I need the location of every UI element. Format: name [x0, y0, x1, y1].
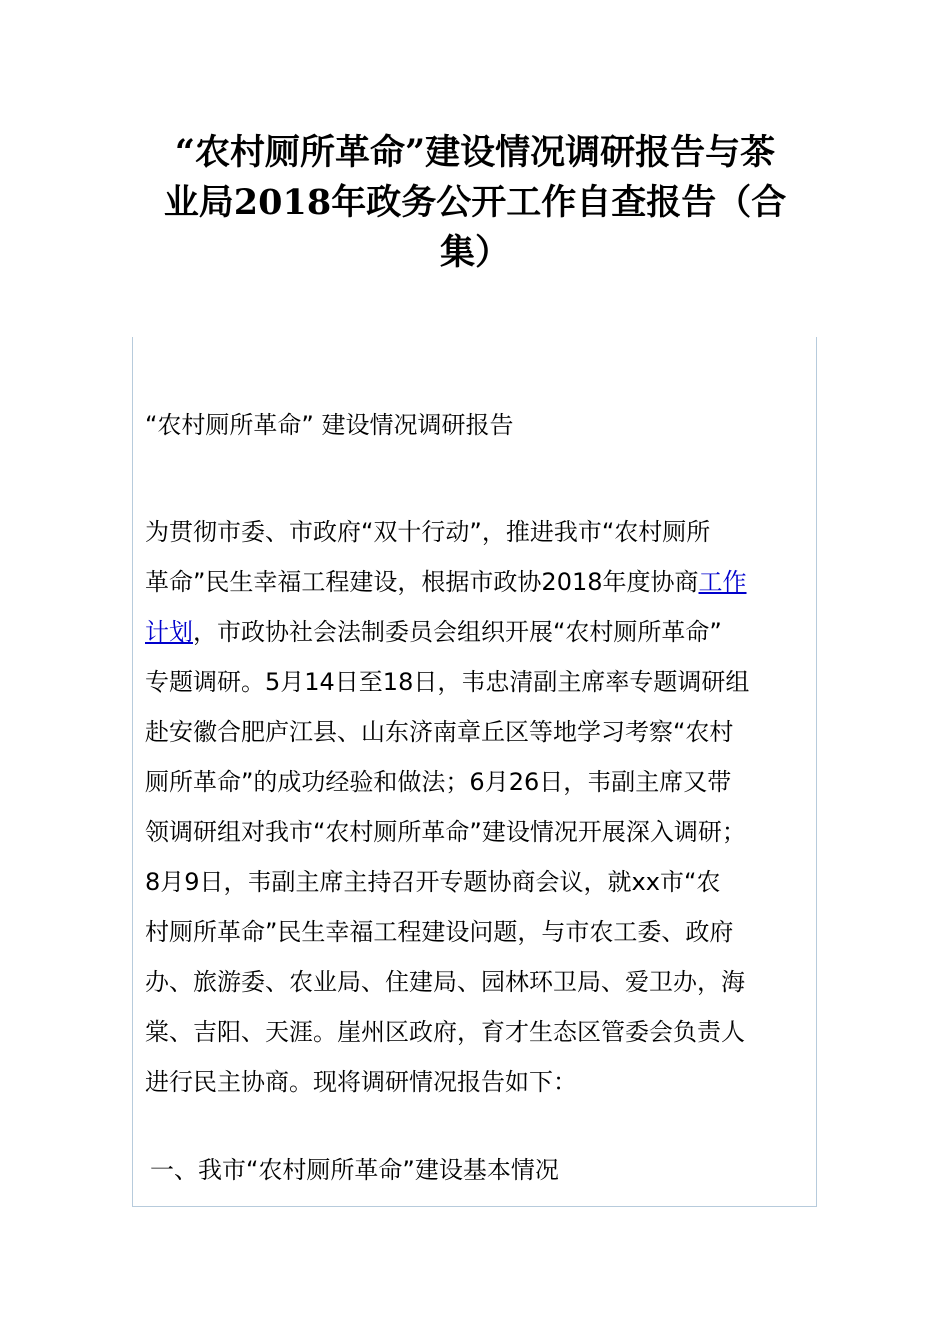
paragraph-line: 村厕所革命”民生幸福工程建设问题，与市农工委、政府: [145, 918, 734, 946]
work-plan-link[interactable]: 计划: [145, 618, 193, 646]
paragraph-line: 办、旅游委、农业局、住建局、园林环卫局、爱卫办，海: [145, 968, 745, 996]
paragraph-line: [145, 607, 805, 657]
paragraph-line: 领调研组对我市“农村厕所革命”建设情况开展深入调研；: [145, 818, 746, 846]
document-title: [120, 128, 830, 278]
paragraph-line: 进行民主协商。现将调研情况报告如下：: [145, 1068, 577, 1096]
body-paragraph: [145, 507, 805, 1107]
paragraph-text: ，市政协社会法制委员会组织开展“农村厕所革命”: [193, 618, 722, 646]
paragraph-line: 专题调研。5月14日至18日，韦忠清副主席率专题调研组: [145, 668, 750, 696]
paragraph-line: 为贯彻市委、市政府“双十行动”，推进我市“农村厕所: [145, 518, 711, 546]
document-title-line: 集）: [439, 232, 510, 273]
paragraph-line: [145, 557, 805, 607]
document-title-line: “农村厕所革命”建设情况调研报告与茶: [174, 132, 776, 173]
paragraph-line: 赴安徽合肥庐江县、山东济南章丘区等地学习考察“农村: [145, 718, 734, 746]
work-plan-link[interactable]: 工作: [698, 568, 747, 596]
section-heading: “农村厕所革命” 建设情况调研报告: [145, 411, 514, 439]
document-title-line: 业局2018年政务公开工作自查报告（合: [163, 182, 787, 223]
paragraph-line: 8月9日，韦副主席主持召开专题协商会议，就xx市“农: [145, 868, 721, 896]
subheading: 一、我市“农村厕所革命”建设基本情况: [150, 1156, 559, 1184]
paragraph-line: 棠、吉阳、天涯。崖州区政府，育才生态区管委会负责人: [145, 1018, 745, 1046]
paragraph-text: 革命”民生幸福工程建设，根据市政协2018年度协商: [145, 568, 699, 596]
paragraph-line: 厕所革命”的成功经验和做法；6月26日，韦副主席又带: [145, 768, 732, 796]
